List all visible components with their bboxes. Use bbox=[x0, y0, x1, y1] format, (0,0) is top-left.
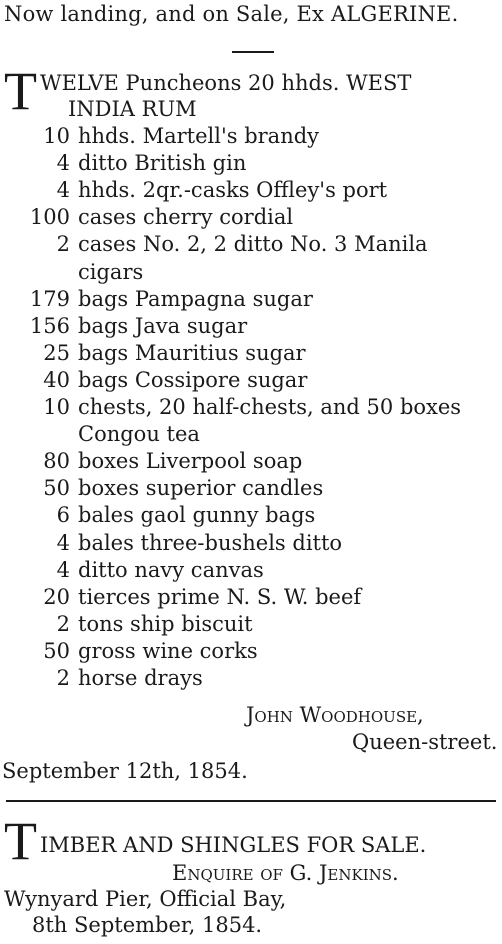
cargo-quantity: 20 bbox=[43, 585, 70, 609]
cargo-quantity: 156 bbox=[29, 314, 70, 338]
cargo-description: hhds. 2qr.-casks Offley's port bbox=[78, 178, 388, 202]
cargo-quantity: 50 bbox=[43, 476, 70, 500]
advertisement-header: Now landing, and on Sale, Ex ALGERINE. bbox=[4, 2, 459, 26]
cargo-description: cases cherry cordial bbox=[78, 205, 294, 229]
cargo-quantity: 4 bbox=[56, 558, 70, 582]
section-divider bbox=[6, 800, 496, 802]
ad1-date: September 12th, 1854. bbox=[2, 759, 248, 783]
ad2-enquire-line: Enquire of G. Jenkins. bbox=[172, 861, 399, 885]
cargo-description: bales three-bushels ditto bbox=[78, 531, 343, 555]
cargo-description: ditto navy canvas bbox=[78, 558, 264, 582]
cargo-description: tierces prime N. S. W. beef bbox=[78, 585, 362, 609]
signature-address: Queen-street. bbox=[352, 730, 498, 754]
cargo-quantity: 2 bbox=[56, 612, 70, 636]
dropcap-letter-2: T bbox=[4, 811, 37, 871]
cargo-quantity: 2 bbox=[56, 232, 70, 256]
cargo-quantity: 4 bbox=[56, 178, 70, 202]
cargo-description: bags Pampagna sugar bbox=[78, 287, 313, 311]
cargo-description: cigars bbox=[78, 260, 144, 284]
cargo-quantity: 4 bbox=[56, 531, 70, 555]
cargo-quantity: 10 bbox=[43, 395, 70, 419]
dropcap-letter: T bbox=[4, 61, 37, 121]
cargo-quantity: 10 bbox=[43, 124, 70, 148]
cargo-description: tons ship biscuit bbox=[78, 612, 253, 636]
cargo-description: boxes Liverpool soap bbox=[78, 449, 303, 473]
ad1-lead-continuation: INDIA RUM bbox=[68, 97, 197, 121]
cargo-description: bales gaol gunny bags bbox=[78, 503, 316, 527]
cargo-description: cases No. 2, 2 ditto No. 3 Manila bbox=[78, 232, 428, 256]
cargo-quantity: 2 bbox=[56, 666, 70, 690]
cargo-description: horse drays bbox=[78, 666, 203, 690]
cargo-description: boxes superior candles bbox=[78, 476, 324, 500]
cargo-quantity: 80 bbox=[43, 449, 70, 473]
cargo-description: Congou tea bbox=[78, 422, 200, 446]
cargo-description: gross wine corks bbox=[78, 639, 258, 663]
cargo-quantity: 179 bbox=[29, 287, 70, 311]
cargo-description: hhds. Martell's brandy bbox=[78, 124, 320, 148]
cargo-description: bags Cossipore sugar bbox=[78, 368, 308, 392]
ad2-date: 8th September, 1854. bbox=[32, 913, 263, 937]
cargo-quantity: 4 bbox=[56, 151, 70, 175]
cargo-quantity: 6 bbox=[56, 503, 70, 527]
cargo-quantity: 50 bbox=[43, 639, 70, 663]
cargo-description: chests, 20 half-chests, and 50 boxes bbox=[78, 395, 462, 419]
cargo-description: bags Java sugar bbox=[78, 314, 248, 338]
ad2-location: Wynyard Pier, Official Bay, bbox=[4, 887, 287, 911]
short-divider bbox=[232, 51, 274, 53]
signature-name: John Woodhouse, bbox=[246, 703, 424, 727]
cargo-description: ditto British gin bbox=[78, 151, 247, 175]
cargo-quantity: 100 bbox=[29, 205, 70, 229]
ad2-lead-line: IMBER AND SHINGLES FOR SALE. bbox=[40, 833, 427, 857]
cargo-quantity: 25 bbox=[43, 341, 70, 365]
cargo-quantity: 40 bbox=[43, 368, 70, 392]
cargo-description: bags Mauritius sugar bbox=[78, 341, 306, 365]
ad1-lead-line: WELVE Puncheons 20 hhds. WEST bbox=[40, 71, 412, 95]
